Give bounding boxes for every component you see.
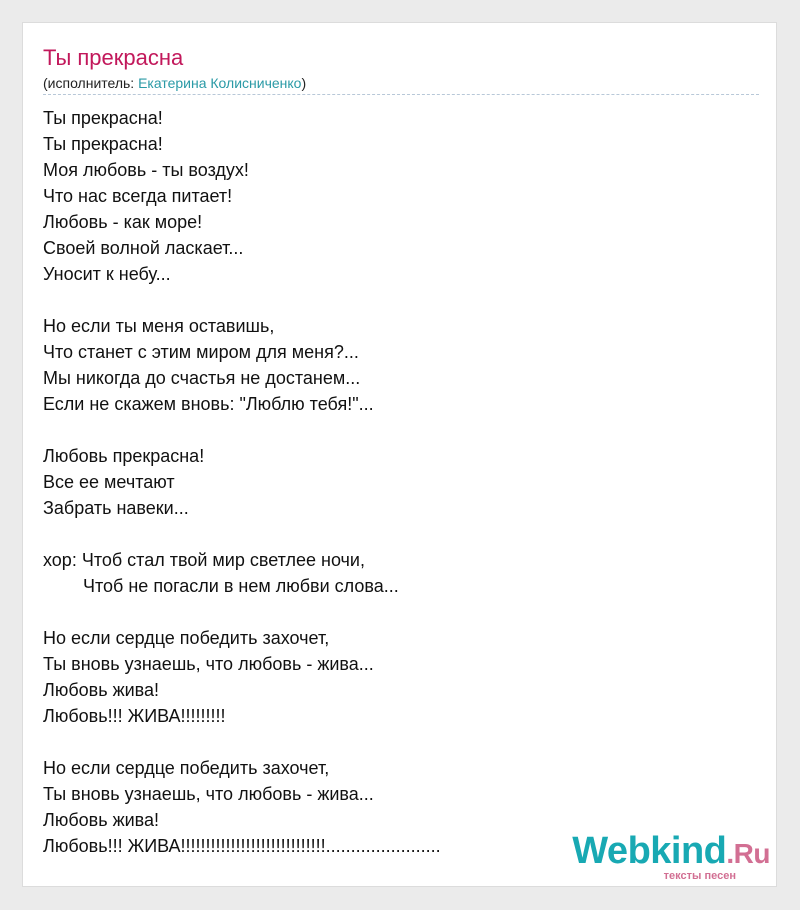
webkind-watermark [572, 831, 770, 882]
lyric-blank-line [43, 417, 753, 443]
lyric-line: Забрать навеки... [43, 498, 189, 518]
watermark-brand-main: Webkind [572, 830, 727, 872]
song-title: Ты прекрасна [43, 45, 184, 70]
lyric-line: Любовь!!! ЖИВА!!!!!!!!! [43, 706, 226, 726]
lyric-line: Ты вновь узнаешь, что любовь - жива... [43, 654, 374, 674]
lyric-line: Что нас всегда питает! [43, 186, 233, 206]
watermark-tagline: тексты песен [663, 870, 736, 882]
lyric-line: Моя любовь - ты воздух! [43, 160, 249, 180]
lyric-blank-line [43, 599, 753, 625]
lyric-line: Чтоб не погасли в нем любви слова... [43, 576, 399, 596]
artist-prefix: (исполнитель: [43, 75, 139, 91]
lyric-line: Что станет с этим миром для меня?... [43, 342, 359, 362]
lyric-line: Но если ты меня оставишь, [43, 316, 275, 336]
lyric-line: Любовь - как море! [43, 212, 203, 232]
lyric-line: Ты прекрасна! [43, 134, 163, 154]
lyrics-body [43, 105, 753, 859]
lyric-line: Ты прекрасна! [43, 108, 163, 128]
lyric-line: Любовь жива! [43, 680, 160, 700]
lyric-line: Любовь прекрасна! [43, 446, 205, 466]
lyric-line: Своей волной ласкает... [43, 238, 244, 258]
lyric-line: Любовь!!! ЖИВА!!!!!!!!!!!!!!!!!!!!!!!!!!!!!....................... [43, 836, 441, 856]
artist-suffix: ) [301, 75, 307, 91]
lyric-blank-line [43, 521, 753, 547]
lyric-line: Все ее мечтают [43, 472, 175, 492]
lyric-blank-line [43, 287, 753, 313]
artist-link[interactable]: Екатерина Колисниченко [138, 75, 302, 91]
lyric-line: Уносит к небу... [43, 264, 171, 284]
watermark-brand-suffix: .Ru [726, 838, 770, 869]
lyric-blank-line [43, 729, 753, 755]
lyric-line: Ты вновь узнаешь, что любовь - жива... [43, 784, 374, 804]
lyric-line: хор: Чтоб стал твой мир светлее ночи, [43, 550, 365, 570]
artist-line [43, 74, 759, 95]
lyric-line: Любовь жива! [43, 810, 160, 830]
lyric-line: Если не скажем вновь: "Люблю тебя!"... [43, 394, 374, 414]
lyric-line: Но если сердце победить захочет, [43, 758, 330, 778]
lyric-line: Но если сердце победить захочет, [43, 628, 330, 648]
lyrics-card [22, 22, 777, 887]
lyric-line: Мы никогда до счастья не достанем... [43, 368, 361, 388]
watermark-logo [572, 831, 770, 874]
